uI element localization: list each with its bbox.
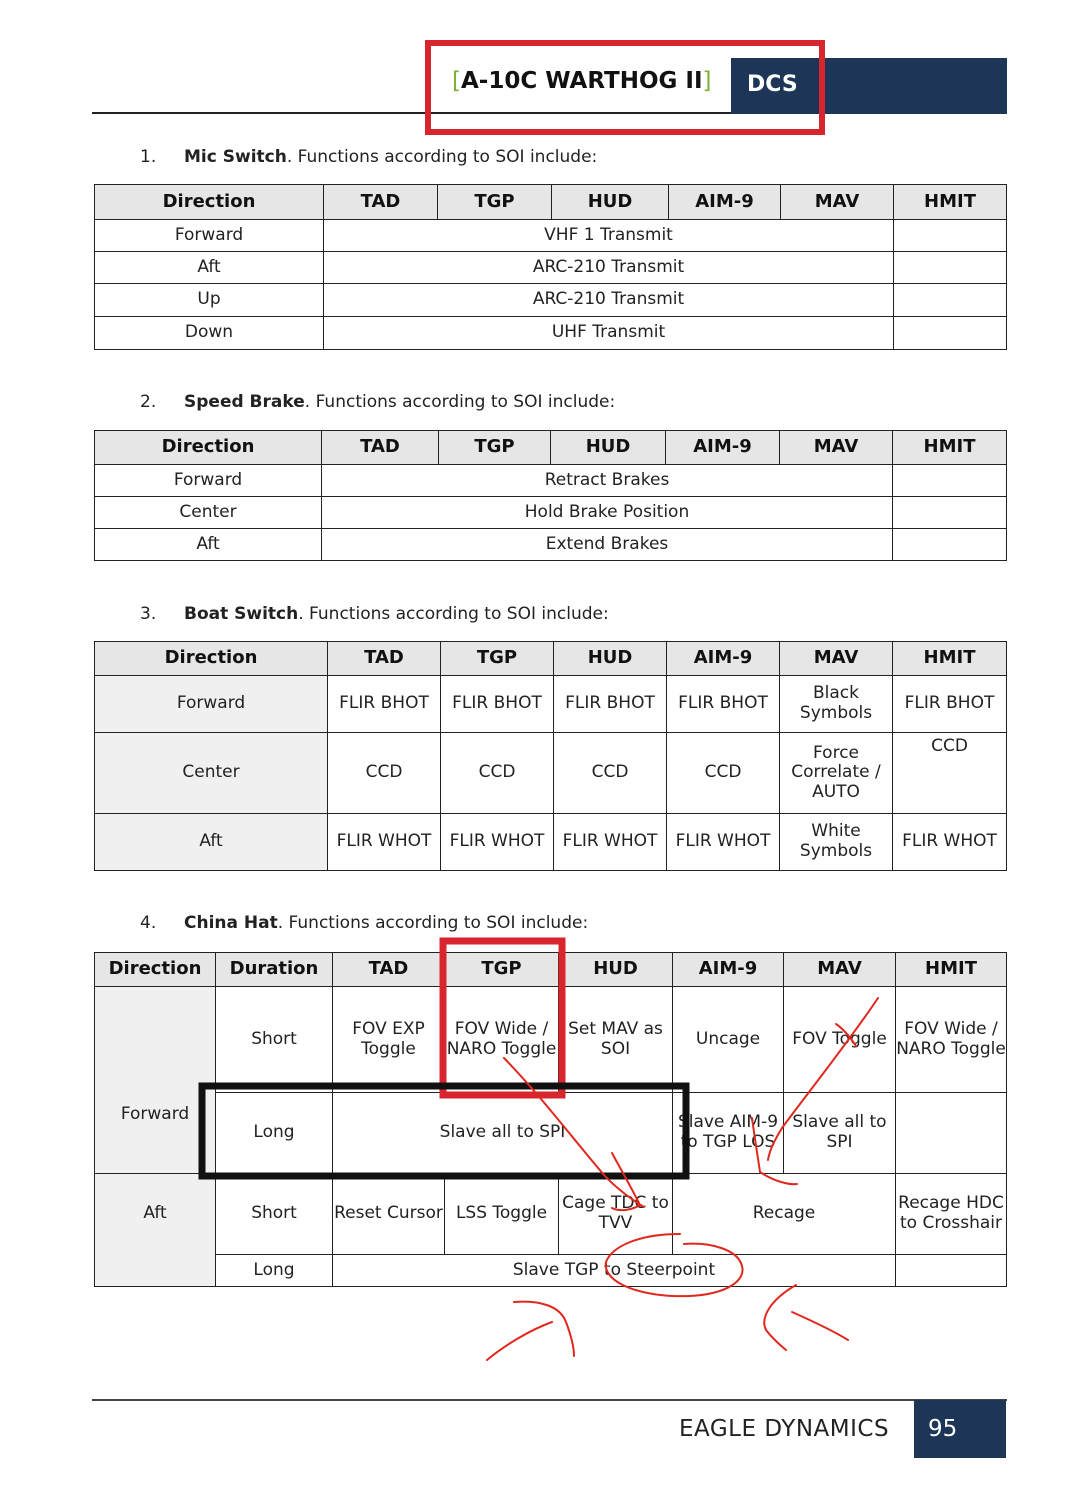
col-hmit: HMIT <box>893 431 1007 465</box>
duration-label: Long <box>216 1255 333 1287</box>
col-tgp: TGP <box>441 642 554 676</box>
footer-rule <box>92 1399 1007 1401</box>
col-hmit: HMIT <box>896 953 1007 987</box>
col-duration: Duration <box>216 953 333 987</box>
col-hud: HUD <box>554 642 667 676</box>
table-row <box>95 220 1007 252</box>
cell-value: FLIR WHOT <box>667 814 780 871</box>
col-tgp: TGP <box>445 953 559 987</box>
col-tgp: TGP <box>438 185 552 220</box>
page-number: 95 <box>928 1416 958 1442</box>
cell-value: CCD <box>893 733 1007 814</box>
ink-arrow-left-tail <box>487 1322 552 1360</box>
table-row <box>95 284 1007 317</box>
table-row <box>95 529 1007 561</box>
cell-value: LSS Toggle <box>445 1174 559 1255</box>
col-mav: MAV <box>784 953 896 987</box>
cell-value: Slave all to SPI <box>784 1093 896 1174</box>
cell-empty <box>894 220 1007 252</box>
col-mav: MAV <box>780 431 893 465</box>
cell-value: FLIR WHOT <box>441 814 554 871</box>
bracket-close: ] <box>702 68 712 94</box>
section-number: 2. <box>140 392 157 412</box>
row-label: Forward <box>95 676 328 733</box>
section-heading-mic <box>140 147 597 167</box>
cell-value: White Symbols <box>780 814 893 871</box>
section-title: China Hat <box>184 913 278 933</box>
cell-empty <box>894 252 1007 284</box>
section-number: 1. <box>140 147 157 167</box>
cell-value: FOV Wide / NARO Toggle <box>896 987 1007 1093</box>
col-tad: TAD <box>324 185 438 220</box>
table-row <box>95 814 1007 871</box>
table-row <box>95 465 1007 497</box>
col-aim9: AIM-9 <box>673 953 784 987</box>
cell-value: Reset Cursor <box>333 1174 445 1255</box>
section-heading-speed-brake <box>140 392 615 412</box>
cell-value: Slave AIM-9 to TGP LOS <box>673 1093 784 1174</box>
cell-empty <box>896 1093 1007 1174</box>
row-label: Aft <box>95 252 324 284</box>
section-title: Boat Switch <box>184 604 299 624</box>
header-title <box>452 68 712 94</box>
cell-empty <box>893 465 1007 497</box>
cell-value: VHF 1 Transmit <box>324 220 894 252</box>
cell-value: ARC-210 Transmit <box>324 252 894 284</box>
header-dcs-label: DCS <box>747 72 798 97</box>
boat-switch-table <box>94 641 1007 871</box>
cell-empty <box>896 1255 1007 1287</box>
section-heading-china-hat <box>140 913 588 933</box>
duration-label: Short <box>216 987 333 1093</box>
table-row <box>95 252 1007 284</box>
cell-empty <box>893 529 1007 561</box>
col-aim9: AIM-9 <box>667 642 780 676</box>
section-title: Speed Brake <box>184 392 305 412</box>
col-hmit: HMIT <box>894 185 1007 220</box>
cell-empty <box>894 284 1007 317</box>
mic-switch-table <box>94 184 1007 350</box>
table-row <box>95 497 1007 529</box>
col-direction: Direction <box>95 185 324 220</box>
table-row <box>95 987 1007 1093</box>
col-mav: MAV <box>780 642 893 676</box>
cell-value: FLIR BHOT <box>554 676 667 733</box>
cell-value: FOV EXP Toggle <box>333 987 445 1093</box>
cell-value: FOV Toggle <box>784 987 896 1093</box>
cell-value: Set MAV as SOI <box>559 987 673 1093</box>
row-label: Up <box>95 284 324 317</box>
col-aim9: AIM-9 <box>666 431 780 465</box>
cell-value: CCD <box>554 733 667 814</box>
table-row <box>95 733 1007 814</box>
footer-publisher: EAGLE DYNAMICS <box>679 1416 890 1442</box>
row-label-forward: Forward <box>95 987 216 1174</box>
row-label-aft: Aft <box>95 1174 216 1287</box>
cell-value: Recage HDC to Crosshair <box>896 1174 1007 1255</box>
speed-brake-table <box>94 430 1007 561</box>
cell-value: Hold Brake Position <box>322 497 893 529</box>
col-tad: TAD <box>333 953 445 987</box>
row-label: Forward <box>95 465 322 497</box>
cell-value: Extend Brakes <box>322 529 893 561</box>
china-hat-table <box>94 952 1007 1287</box>
cell-value: FLIR BHOT <box>667 676 780 733</box>
cell-empty <box>894 317 1007 350</box>
cell-value: ARC-210 Transmit <box>324 284 894 317</box>
section-title: Mic Switch <box>184 147 287 167</box>
bracket-open: [ <box>452 68 461 94</box>
section-desc: . Functions according to SOI include: <box>304 392 616 412</box>
duration-label: Long <box>216 1093 333 1174</box>
col-mav: MAV <box>781 185 894 220</box>
table-row <box>95 1174 1007 1255</box>
cell-value: Cage TDC to TVV <box>559 1174 673 1255</box>
section-number: 3. <box>140 604 157 624</box>
section-number: 4. <box>140 913 157 933</box>
cell-value: CCD <box>667 733 780 814</box>
duration-label: Short <box>216 1174 333 1255</box>
section-desc: . Functions according to SOI include: <box>277 913 589 933</box>
row-label: Forward <box>95 220 324 252</box>
cell-value: UHF Transmit <box>324 317 894 350</box>
section-heading-boat-switch <box>140 604 609 624</box>
cell-value: FLIR WHOT <box>328 814 441 871</box>
ink-arrow-right <box>764 1285 796 1350</box>
table-row <box>95 1255 1007 1287</box>
col-direction: Direction <box>95 642 328 676</box>
cell-value: Recage <box>673 1174 896 1255</box>
cell-value: Retract Brakes <box>322 465 893 497</box>
cell-value: CCD <box>441 733 554 814</box>
row-label: Center <box>95 497 322 529</box>
row-label: Aft <box>95 814 328 871</box>
col-tad: TAD <box>328 642 441 676</box>
table-row <box>95 676 1007 733</box>
cell-value: FOV Wide / NARO Toggle <box>445 987 559 1093</box>
row-label: Down <box>95 317 324 350</box>
cell-value: FLIR WHOT <box>554 814 667 871</box>
header-title-text: A-10C WARTHOG II <box>460 68 703 94</box>
cell-value: FLIR BHOT <box>328 676 441 733</box>
col-hmit: HMIT <box>893 642 1007 676</box>
col-hud: HUD <box>552 185 669 220</box>
section-desc: . Functions according to SOI include: <box>286 147 598 167</box>
cell-value: FLIR WHOT <box>893 814 1007 871</box>
cell-value: Slave TGP to Steerpoint <box>333 1255 896 1287</box>
col-aim9: AIM-9 <box>669 185 781 220</box>
col-hud: HUD <box>551 431 666 465</box>
cell-value: CCD <box>328 733 441 814</box>
table-row <box>95 1093 1007 1174</box>
col-hud: HUD <box>559 953 673 987</box>
cell-value: FLIR BHOT <box>441 676 554 733</box>
row-label: Aft <box>95 529 322 561</box>
cell-value: Slave all to SPI <box>333 1093 673 1174</box>
cell-value: Black Symbols <box>780 676 893 733</box>
col-tad: TAD <box>322 431 439 465</box>
col-direction: Direction <box>95 953 216 987</box>
cell-empty <box>893 497 1007 529</box>
section-desc: . Functions according to SOI include: <box>298 604 609 624</box>
table-row <box>95 317 1007 350</box>
cell-value: Force Correlate / AUTO <box>780 733 893 814</box>
ink-arrow-left <box>514 1302 574 1356</box>
col-direction: Direction <box>95 431 322 465</box>
cell-value: Uncage <box>673 987 784 1093</box>
ink-arrow-right-tail <box>792 1312 848 1340</box>
row-label: Center <box>95 733 328 814</box>
col-tgp: TGP <box>439 431 551 465</box>
cell-value: FLIR BHOT <box>893 676 1007 733</box>
